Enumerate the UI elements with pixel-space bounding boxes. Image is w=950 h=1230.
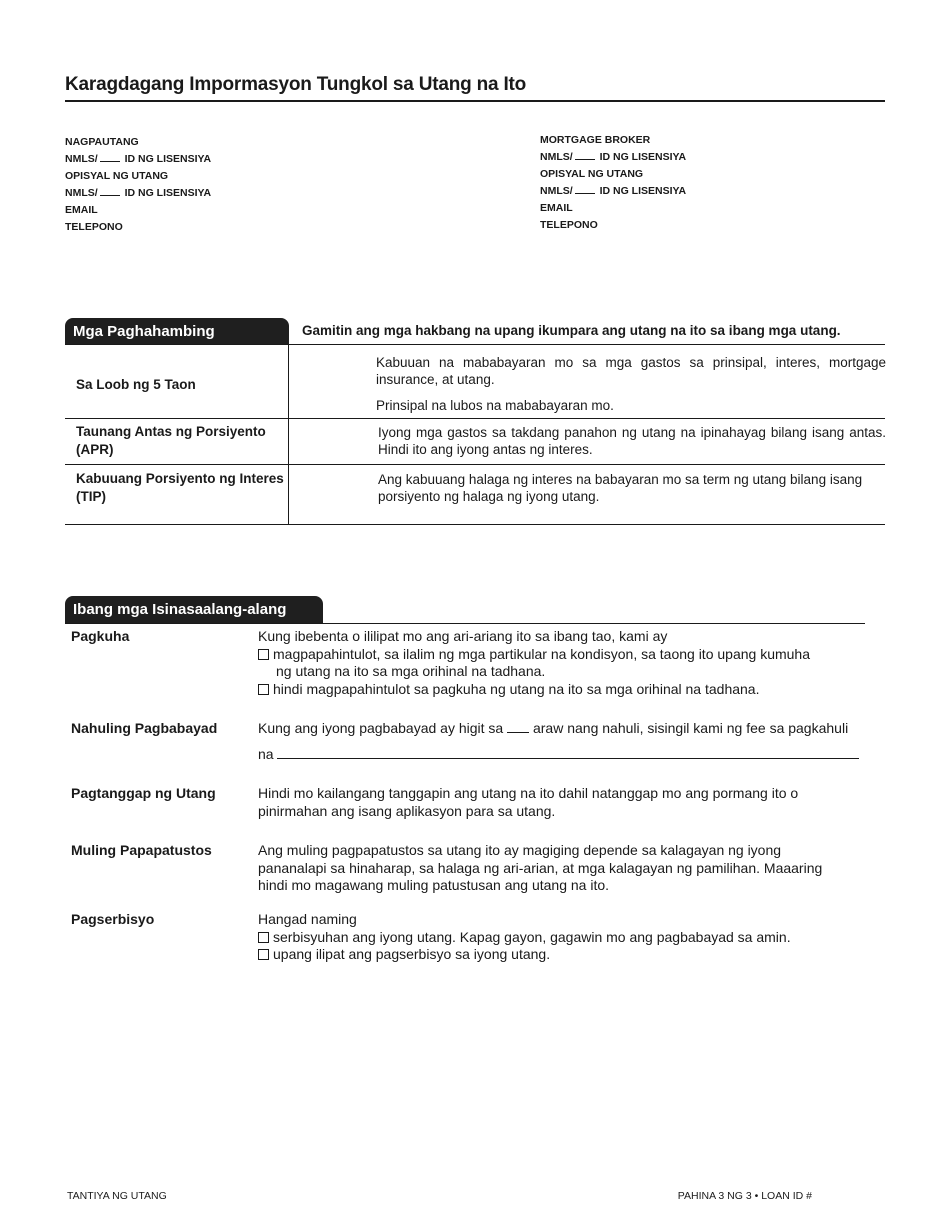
page-number: PAHINA 3 NG 3 bbox=[677, 1190, 752, 1202]
late-fee-blank[interactable] bbox=[277, 748, 859, 759]
broker-email: EMAIL bbox=[540, 202, 573, 214]
title-divider bbox=[65, 100, 885, 102]
loan-id: LOAN ID # bbox=[761, 1190, 812, 1202]
lender-contact-block bbox=[65, 134, 211, 236]
lender-phone: TELEPONO bbox=[65, 221, 123, 233]
broker-contact-block bbox=[540, 132, 686, 234]
comparison-desc-5-years-principal: Prinsipal na lubos na mababayaran mo. bbox=[376, 398, 614, 413]
other-considerations-rule bbox=[65, 623, 865, 624]
comparison-desc-apr: Iyong mga gastos sa takdang panahon ng utang na ipinahayag bilang isang antas. Hindi ito ang iyong antas ng interes. bbox=[378, 425, 886, 457]
loan-acceptance-label: Pagtanggap ng Utang bbox=[71, 785, 216, 801]
lender-email: EMAIL bbox=[65, 204, 98, 216]
refinance-text: Ang muling pagpapatustos sa utang ito ay magiging depende sa kalagayan ng iyong pananalapi sa hinaharap, sa halaga ng ari-arian, at mga kalagayan ng pamilihan. Maaaring hindi mo magawang muling patustusan ang utang na ito. bbox=[258, 842, 823, 893]
broker-phone: TELEPONO bbox=[540, 219, 598, 231]
comparisons-tab: Mga Paghahambing bbox=[65, 318, 289, 345]
comparison-label-tip: Kabuuang Porsiyento ng Interes (TIP) bbox=[76, 471, 284, 504]
comparisons-bottom-rule bbox=[65, 524, 885, 525]
footer-left: TANTIYA NG UTANG bbox=[67, 1190, 167, 1202]
lender-loan-officer: OPISYAL NG UTANG bbox=[65, 170, 169, 182]
broker-loan-officer: OPISYAL NG UTANG bbox=[540, 168, 644, 180]
servicing-option-service: serbisyuhan ang iyong utang. Kapag gayon, gagawin mo ang pagbabayad sa amin. bbox=[258, 929, 868, 947]
checkbox[interactable] bbox=[258, 649, 269, 660]
blank-line bbox=[575, 184, 595, 194]
comparison-desc-5-years: Kabuuan na mababayaran mo sa mga gastos sa prinsipal, interes, mortgage insurance, at utang. bbox=[376, 355, 886, 387]
assumption-label: Pagkuha bbox=[71, 628, 130, 644]
late-payment-text: Kung ang iyong pagbabayad ay higit sa araw nang nahuli, sisingil kami ng fee sa pagkahuli bbox=[258, 720, 849, 736]
lender-nmls: NMLS/ ID NG LISENSIYA bbox=[65, 153, 212, 165]
servicing-option-transfer: upang ilipat ang pagserbisyo sa iyong utang. bbox=[258, 946, 868, 964]
servicing-content bbox=[258, 911, 868, 964]
loan-acceptance-text: Hindi mo kailangang tanggapin ang utang na ito dahil natanggap mo ang pormang ito o pinirmahan ang isang aplikasyon para sa utang. bbox=[258, 785, 799, 819]
checkbox[interactable] bbox=[258, 684, 269, 695]
late-payment-fee-line: na bbox=[258, 746, 868, 764]
assumption-content bbox=[258, 628, 868, 698]
comparison-desc-tip: Ang kabuuang halaga ng interes na babayaran mo sa term ng utang bilang isang porsiyento ng halaga ng iyong utang. bbox=[378, 472, 863, 504]
assumption-option-allow-cont: ng utang na ito sa mga orihinal na tadhana. bbox=[276, 663, 546, 679]
blank-line bbox=[100, 152, 120, 162]
assumption-option-allow: magpapahintulot, sa ilalim ng mga partikular na kondisyon, sa taong ito upang kumuha bbox=[258, 646, 868, 664]
assumption-option-disallow: hindi magpapahintulot sa pagkuha ng utang na ito sa mga orihinal na tadhana. bbox=[258, 681, 868, 699]
late-payment-label: Nahuling Pagbabayad bbox=[71, 720, 218, 736]
comparisons-intro: Gamitin ang mga hakbang na upang ikumpara ang utang na ito sa ibang mga utang. bbox=[302, 323, 841, 338]
footer-right bbox=[678, 1190, 812, 1202]
bullet-separator: • bbox=[754, 1190, 759, 1202]
servicing-label: Pagserbisyo bbox=[71, 911, 155, 927]
refinance-label: Muling Papapatustos bbox=[71, 842, 212, 858]
row-divider bbox=[65, 418, 885, 419]
comparison-label-5-years: Sa Loob ng 5 Taon bbox=[76, 377, 196, 392]
broker-heading: MORTGAGE BROKER bbox=[540, 134, 651, 146]
servicing-intro: Hangad naming bbox=[258, 911, 357, 927]
comparisons-top-rule bbox=[65, 344, 885, 345]
broker-nmls: NMLS/ ID NG LISENSIYA bbox=[540, 151, 687, 163]
blank-line bbox=[100, 186, 120, 196]
lender-officer-nmls: NMLS/ ID NG LISENSIYA bbox=[65, 187, 212, 199]
page-title: Karagdagang Impormasyon Tungkol sa Utang na Ito bbox=[65, 74, 527, 95]
broker-officer-nmls: NMLS/ ID NG LISENSIYA bbox=[540, 185, 687, 197]
blank-line bbox=[575, 150, 595, 160]
comparisons-column-divider bbox=[288, 344, 289, 524]
row-divider bbox=[65, 464, 885, 465]
comparison-label-apr: Taunang Antas ng Porsiyento (APR) bbox=[76, 424, 266, 457]
lender-heading: NAGPAUTANG bbox=[65, 136, 139, 148]
checkbox[interactable] bbox=[258, 932, 269, 943]
assumption-intro: Kung ibebenta o ililipat mo ang ari-ariang ito sa ibang tao, kami ay bbox=[258, 628, 668, 644]
days-blank[interactable] bbox=[507, 722, 529, 733]
other-considerations-tab: Ibang mga Isinasaalang-alang bbox=[65, 596, 323, 623]
checkbox[interactable] bbox=[258, 949, 269, 960]
